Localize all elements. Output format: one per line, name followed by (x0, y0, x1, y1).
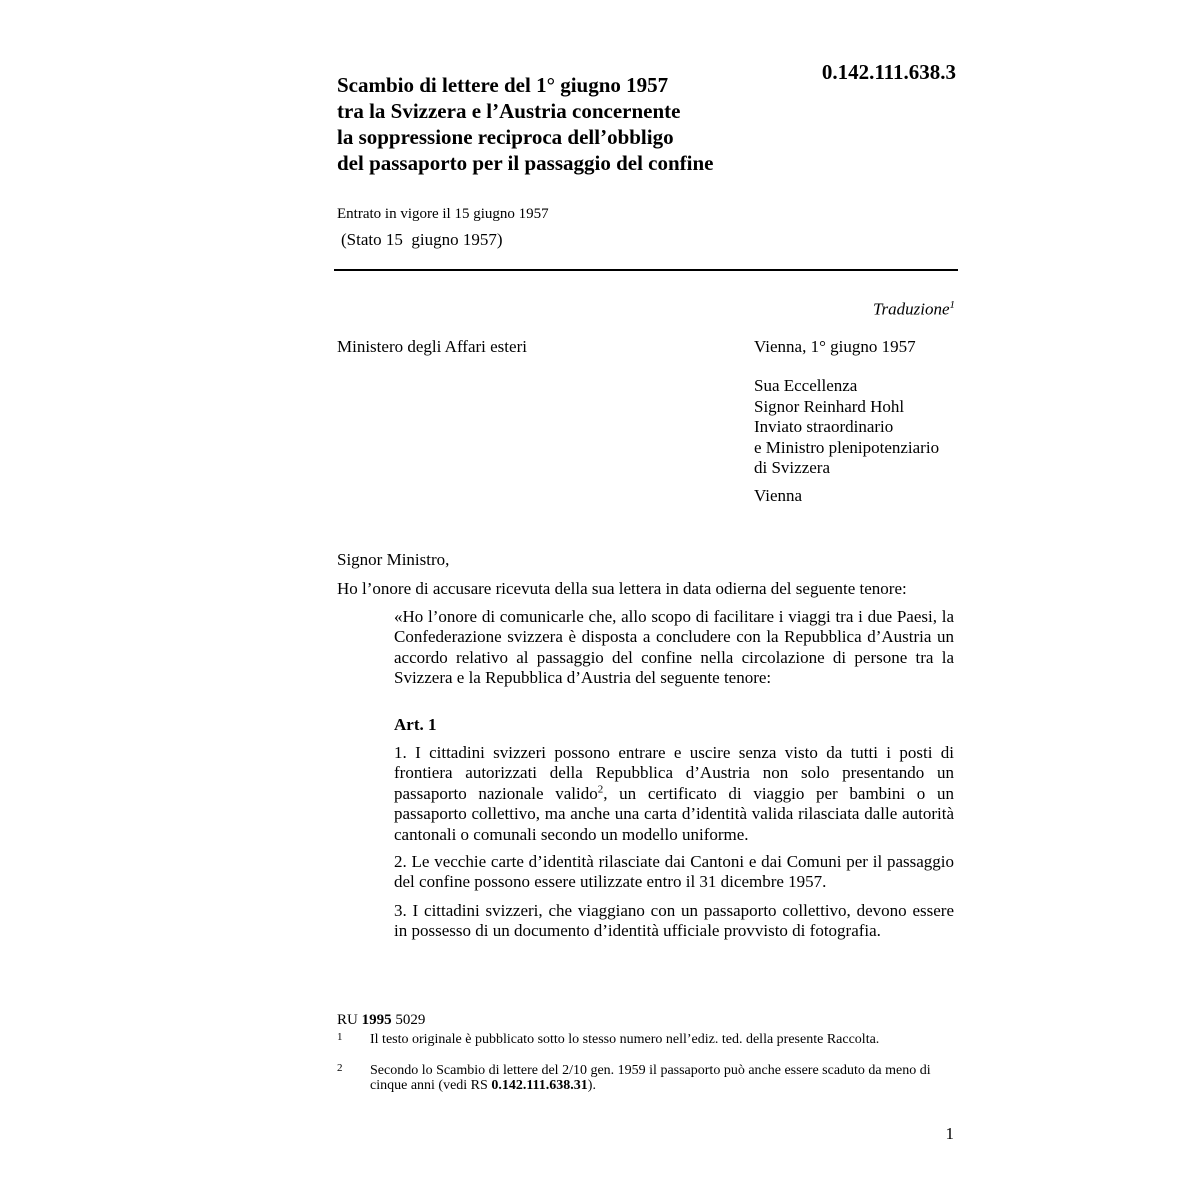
translation-label: Traduzione (872, 299, 950, 319)
recipient-line: Inviato straordinario (754, 417, 894, 436)
recipient-line: Signor Reinhard Hohl (754, 396, 905, 416)
article-paragraph-2: 2. Le vecchie carte d’identità rilasciate dai Cantoni e dai Comuni per il passaggio del confine possono essere utilizzate entro il 31 dicembre 1957. (394, 852, 954, 892)
article-paragraph-1: 1. I cittadini svizzeri possono entrare e uscire senza visto da tutti i posti di frontiera autorizzati della Repubblica d’Austria non solo presentando un passaporto nazionale valido$^2$, un certificato di viaggio per bambini o un passaporto collettivo, ma anche una carta d’identità valida rilasciata dalle autorità cantonali o comunali secondo un modello uniforme. (394, 743, 954, 844)
footnote-1 (337, 1032, 957, 1047)
recipient-city: Vienna (754, 485, 803, 505)
rs-reference-link[interactable]: 0.142.111.638.31 (491, 1078, 588, 1093)
salutation: Signor Ministro, (337, 550, 450, 569)
letter-recipient (754, 376, 939, 506)
recipient-line: Sua Eccellenza (754, 376, 858, 395)
recipient-line: di Svizzera (754, 458, 830, 477)
document-number: 0.142.111.638.3 (821, 60, 956, 84)
title-line: la soppressione reciproca dell’obbligo (337, 125, 674, 149)
status-date: (Stato 15 giugno 1957) (341, 230, 503, 249)
header-divider (334, 269, 958, 271)
footnote-text: Il testo originale è pubblicato sotto lo stesso numero nell’ediz. ted. della presente Raccolta. (370, 1032, 880, 1047)
title-line: tra la Svizzera e l’Austria concernente (337, 99, 681, 123)
letter-place-date: Vienna, 1° giugno 1957 (754, 337, 916, 356)
title-line: Scambio di lettere del 1° giugno 1957 (337, 73, 669, 97)
title-line: del passaporto per il passaggio del confine (337, 151, 714, 175)
footnote-number: 2 (337, 1062, 343, 1074)
translation-note (700, 299, 955, 320)
recipient-line: e Ministro plenipotenziario (754, 437, 940, 457)
footnote-number: 1 (337, 1031, 343, 1043)
letter-sender: Ministero degli Affari esteri (337, 337, 527, 356)
entry-into-force: Entrato in vigore il 15 giugno 1957 (337, 206, 549, 222)
article-title: Art. 1 (394, 715, 437, 734)
footnote-text: Secondo lo Scambio di lettere del 2/10 gen. 1959 il passaporto può anche essere scaduto da meno di cinque anni (vedi RS 0.142.111.638.31). (370, 1063, 931, 1093)
footnote-ref-2[interactable]: 2 (597, 783, 604, 796)
ru-reference: RU 1995 5029 (337, 1012, 426, 1028)
article-paragraph-3: 3. I cittadini svizzeri, che viaggiano con un passaporto collettivo, devono essere in possesso di un documento d’identità ufficiale provvisto di fotografia. (394, 901, 954, 941)
document-title (337, 72, 797, 176)
quoted-letter-intro: «Ho l’onore di comunicarle che, allo scopo di facilitare i viaggi tra i due Paesi, la Confederazione svizzera è disposta a concludere con la Repubblica d’Austria un accordo relativo al passaggio del confine nella circolazione di persone tra la Svizzera e la Repubblica d’Austria del seguente tenore: (394, 607, 954, 688)
page-number: 1 (945, 1124, 954, 1143)
footnote-2 (337, 1063, 957, 1093)
letter-intro: Ho l’onore di accusare ricevuta della sua lettera in data odierna del seguente tenore: (337, 579, 907, 598)
footnote-ref-1[interactable]: 1 (949, 299, 955, 311)
